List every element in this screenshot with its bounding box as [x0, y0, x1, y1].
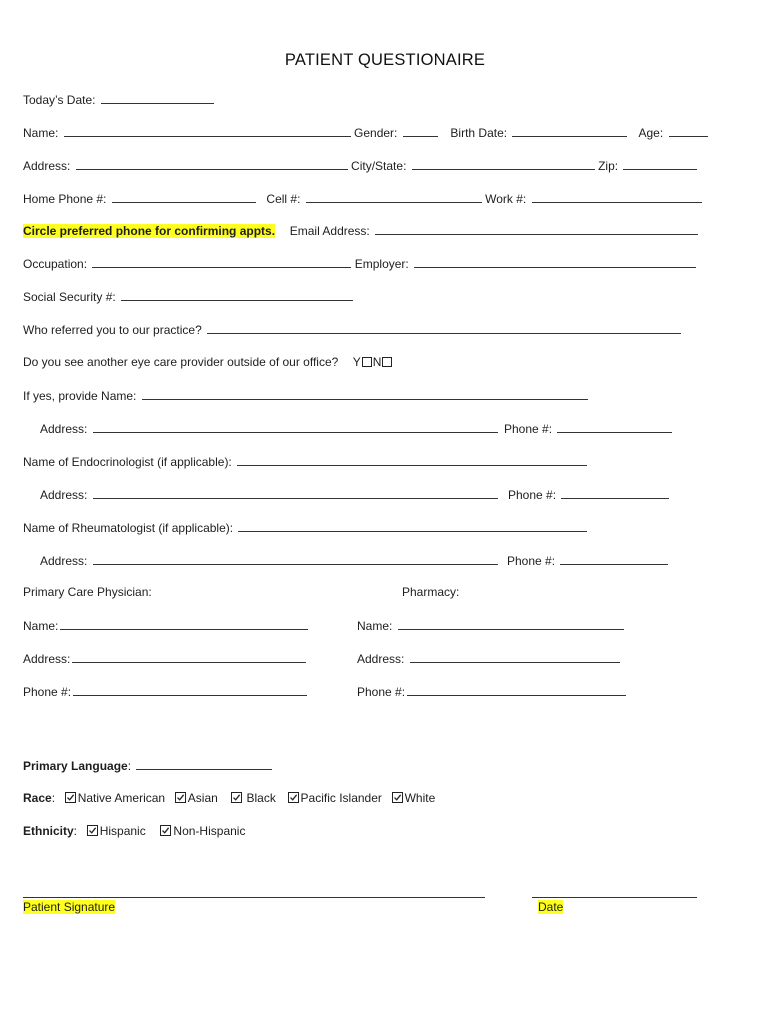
- primary-language-row: [23, 758, 272, 776]
- yes-checkbox[interactable]: [362, 357, 372, 367]
- email-field[interactable]: [375, 223, 698, 235]
- endocrinologist-label: Name of Endocrinologist (if applicable):: [23, 455, 232, 469]
- race-pacific-islander-checkbox[interactable]: [288, 792, 299, 803]
- pharmacy-name-label: Name:: [357, 619, 393, 633]
- referred-field[interactable]: [207, 322, 681, 334]
- home-phone-label: Home Phone #:: [23, 192, 107, 206]
- race-asian-checkbox[interactable]: [175, 792, 186, 803]
- occupation-row: [23, 256, 696, 274]
- name-row: [23, 125, 708, 143]
- other-provider-address-field[interactable]: [93, 421, 498, 433]
- pcp-heading: Primary Care Physician:: [23, 585, 152, 599]
- city-state-field[interactable]: [412, 158, 595, 170]
- primary-language-field[interactable]: [136, 758, 272, 770]
- todays-date-row: [23, 92, 214, 110]
- pharmacy-heading: Pharmacy:: [402, 585, 460, 599]
- pcp-phone: [23, 684, 307, 699]
- ssn-row: [23, 289, 353, 307]
- no-label: N: [372, 355, 382, 369]
- race-asian-label: Asian: [187, 791, 218, 805]
- race-white-checkbox[interactable]: [392, 792, 403, 803]
- signature-date-label: Date: [538, 900, 564, 914]
- circle-note: Circle preferred phone for confirming appts.: [23, 224, 276, 238]
- rheumatologist-label: Name of Rheumatologist (if applicable):: [23, 521, 234, 535]
- email-row: [23, 223, 698, 241]
- zip-label: Zip:: [598, 159, 619, 173]
- phone-row: [23, 191, 702, 209]
- gender-label: Gender:: [354, 126, 398, 140]
- pharmacy-name: [357, 618, 624, 633]
- pharmacy-address-label: Address:: [357, 652, 405, 666]
- rheumatologist-field[interactable]: [238, 520, 587, 532]
- occupation-field[interactable]: [92, 256, 351, 268]
- pcp-name-label: Name:: [23, 619, 59, 633]
- ethnicity-hispanic-label: Hispanic: [99, 824, 146, 838]
- race-native-american-label: Native American: [77, 791, 166, 805]
- other-provider-name-field[interactable]: [142, 388, 588, 400]
- ethnicity-row: [23, 824, 245, 842]
- endocrinologist-address: [40, 487, 498, 502]
- birth-date-field[interactable]: [512, 125, 627, 137]
- ethnicity-hispanic-checkbox[interactable]: [87, 825, 98, 836]
- other-provider-name-row: [23, 388, 588, 406]
- other-provider-phone-label: Phone #:: [504, 422, 553, 436]
- referred-row: [23, 322, 681, 340]
- rheumatologist-phone-label: Phone #:: [507, 554, 556, 568]
- rheumatologist-phone: [507, 553, 668, 568]
- ssn-field[interactable]: [121, 289, 353, 301]
- pcp-address-field[interactable]: [72, 651, 306, 663]
- email-label: Email Address:: [289, 224, 370, 238]
- no-checkbox[interactable]: [382, 357, 392, 367]
- primary-language-label: Primary Language: [23, 759, 128, 773]
- employer-field[interactable]: [414, 256, 696, 268]
- pharmacy-phone-label: Phone #:: [357, 685, 406, 699]
- yes-label: Y: [352, 355, 361, 369]
- age-label: Age:: [638, 126, 664, 140]
- other-provider-phone: [504, 421, 672, 436]
- signature-date-line[interactable]: [532, 885, 697, 898]
- race-row: [23, 791, 435, 809]
- name-label: Name:: [23, 126, 59, 140]
- gender-field[interactable]: [403, 125, 438, 137]
- endocrinologist-phone-label: Phone #:: [508, 488, 557, 502]
- cell-field[interactable]: [306, 191, 482, 203]
- pcp-name: [23, 618, 308, 633]
- work-field[interactable]: [532, 191, 702, 203]
- ssn-label: Social Security #:: [23, 290, 116, 304]
- pcp-address-label: Address:: [23, 652, 71, 666]
- pharmacy-phone-field[interactable]: [407, 684, 626, 696]
- race-colon: :: [51, 791, 56, 805]
- endocrinologist-phone-field[interactable]: [561, 487, 669, 499]
- cell-label: Cell #:: [266, 192, 301, 206]
- rheumatologist-address-label: Address:: [40, 554, 88, 568]
- endocrinologist-row: [23, 454, 587, 472]
- primary-language-colon: :: [127, 759, 132, 773]
- endocrinologist-address-label: Address:: [40, 488, 88, 502]
- other-provider-address: [40, 421, 498, 436]
- race-pacific-islander-label: Pacific Islander: [300, 791, 382, 805]
- endocrinologist-field[interactable]: [237, 454, 587, 466]
- other-provider-address-label: Address:: [40, 422, 88, 436]
- race-black-label: Black: [246, 791, 276, 805]
- pharmacy-name-field[interactable]: [398, 618, 624, 630]
- endocrinologist-phone: [508, 487, 669, 502]
- ethnicity-non-hispanic-checkbox[interactable]: [160, 825, 171, 836]
- todays-date-label: Today’s Date:: [23, 93, 96, 107]
- patient-signature-label: Patient Signature: [23, 900, 116, 914]
- patient-signature-line[interactable]: [23, 885, 485, 898]
- ethnicity-colon: :: [73, 824, 78, 838]
- birth-date-label: Birth Date:: [450, 126, 508, 140]
- work-label: Work #:: [485, 192, 527, 206]
- page-title: PATIENT QUESTIONAIRE: [284, 51, 486, 69]
- pharmacy-address-field[interactable]: [410, 651, 620, 663]
- referred-label: Who referred you to our practice?: [23, 323, 202, 337]
- pcp-name-field[interactable]: [60, 618, 308, 630]
- address-row: [23, 158, 697, 176]
- address-field[interactable]: [76, 158, 348, 170]
- other-provider-phone-field[interactable]: [557, 421, 672, 433]
- ethnicity-label: Ethnicity: [23, 824, 74, 838]
- name-field[interactable]: [64, 125, 351, 137]
- endocrinologist-address-field[interactable]: [93, 487, 498, 499]
- other-provider-name-label: If yes, provide Name:: [23, 389, 137, 403]
- rheumatologist-row: [23, 520, 587, 538]
- other-provider-label: Do you see another eye care provider outside of our office?: [23, 355, 339, 369]
- other-provider-row: [23, 355, 393, 373]
- ethnicity-non-hispanic-label: Non-Hispanic: [173, 824, 246, 838]
- rheumatologist-address-field[interactable]: [93, 553, 498, 565]
- race-label: Race: [23, 791, 52, 805]
- pcp-phone-label: Phone #:: [23, 685, 72, 699]
- rheumatologist-address: [40, 553, 498, 568]
- pcp-address: [23, 651, 306, 666]
- todays-date-field[interactable]: [101, 92, 214, 104]
- age-field[interactable]: [669, 125, 708, 137]
- pcp-phone-field[interactable]: [73, 684, 307, 696]
- occupation-label: Occupation:: [23, 257, 88, 271]
- race-native-american-checkbox[interactable]: [65, 792, 76, 803]
- pharmacy-address: [357, 651, 620, 666]
- city-state-label: City/State:: [351, 159, 407, 173]
- employer-label: Employer:: [354, 257, 409, 271]
- rheumatologist-phone-field[interactable]: [560, 553, 668, 565]
- address-label: Address:: [23, 159, 71, 173]
- zip-field[interactable]: [623, 158, 697, 170]
- race-black-checkbox[interactable]: [231, 792, 242, 803]
- pharmacy-phone: [357, 684, 626, 699]
- home-phone-field[interactable]: [112, 191, 256, 203]
- race-white-label: White: [404, 791, 436, 805]
